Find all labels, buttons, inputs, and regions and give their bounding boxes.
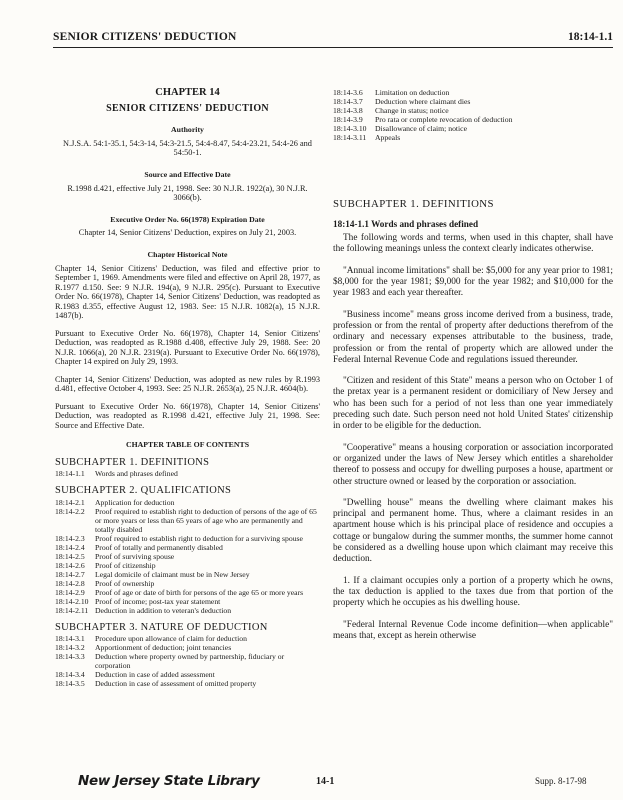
toc-item-number: 18:14-2.4	[55, 542, 85, 552]
toc-item-title: Deduction where claimant dies	[375, 97, 471, 106]
toc-item-title: Disallowance of claim; notice	[375, 124, 468, 133]
supplement-date: Supp. 8-17-98	[535, 776, 587, 786]
toc-item[interactable]	[55, 543, 320, 552]
toc-item[interactable]	[55, 469, 320, 478]
toc-item-title: Proof required to establish right to deduction of persons of the age of 65 or more years or less than 65 years of age who are permanently and totally disabled	[95, 506, 317, 534]
toc-item-number: 18:14-3.11	[333, 133, 367, 142]
authority-text: N.J.S.A. 54:1-35.1, 54:3-14, 54:3-21.5, 54:4-8.47, 54:4-23.21, 54:4-26 and 54:50-1.	[63, 138, 312, 158]
chapter-number: CHAPTER 14	[155, 87, 220, 98]
toc-item[interactable]	[55, 561, 320, 570]
toc-item-title: Proof of ownership	[95, 578, 155, 588]
right-column	[333, 88, 613, 652]
toc-item-title: Legal domicile of claimant must be in New Jersey	[95, 569, 250, 579]
toc-item[interactable]	[55, 606, 320, 615]
historical-note-para: Chapter 14, Senior Citizens' Deduction, was adopted as new rules by R.1993 d.481, effective October 4, 1993. See: 25 N.J.R. 2653(a), 25 N.J.R. 4604(b).	[55, 374, 320, 394]
historical-note-para: Pursuant to Executive Order No. 66(1978), Chapter 14, Senior Citizens' Deduction, was readopted as R.1988 d.408, effective July 29, 1988. See: 20 N.J.R. 1066(a), 20 N.J.R. 2319(a). Pursuant to Executive Order No. 66(1978), Chapter 14 expired on July 29, 1993.	[55, 328, 320, 367]
library-stamp: New Jersey State Library	[78, 773, 260, 789]
toc-item-title: Deduction in case of added assessment	[95, 670, 215, 680]
toc-item-title: Deduction in case of assessment of omitted property	[95, 679, 257, 689]
toc-item-number: 18:14-2.1	[55, 497, 85, 507]
toc-item-number: 18:14-3.9	[333, 115, 363, 124]
toc-item-title: Deduction where property owned by partnership, fiduciary or corporation	[95, 652, 285, 671]
toc-item-title: Change in status; notice	[375, 106, 449, 115]
toc-item-title: Appeals	[375, 133, 401, 142]
toc-item-number: 18:14-3.7	[333, 97, 363, 106]
toc-item-number: 18:14-3.6	[333, 88, 363, 97]
body-paragraph: "Annual income limitations" shall be: $5,000 for any year prior to 1981; $8,000 for the year 1981; $9,000 for the year 1982; and $10,000 for the year 1983 and each year thereafter.	[333, 265, 613, 299]
toc-subchapter-heading: SUBCHAPTER 3. NATURE OF DEDUCTION	[55, 621, 268, 633]
toc-item[interactable]	[55, 597, 320, 606]
toc-item-number: 18:14-1.1	[55, 469, 85, 479]
historical-note-para: Chapter 14, Senior Citizens' Deduction, was filed and effective prior to September 1, 1969. Amendments were filed and effective on April 28, 1977, as R.1977 d.150. See: 9 N.J.R. 194(a), 9 N.J.R. 295(c). Pursuant to Executive Order No. 66(1978), Chapter 14, Senior Citizens' Deduction, was readopted as R.1983 d.355, effective August 12, 1983. See: 15 N.J.R. 1082(a), 15 N.J.R. 1487(b).	[55, 263, 320, 321]
toc-item-title: Words and phrases defined	[95, 469, 178, 479]
page-number: 14-1	[316, 776, 335, 787]
toc-item[interactable]	[333, 115, 613, 124]
toc-item-number: 18:14-3.2	[55, 643, 85, 653]
header-title: SENIOR CITIZENS' DEDUCTION	[53, 31, 237, 43]
toc-item-number: 18:14-2.6	[55, 560, 85, 570]
toc-item[interactable]	[333, 97, 613, 106]
toc-item-title: Procedure upon allowance of claim for deduction	[95, 634, 247, 644]
toc-item[interactable]	[55, 507, 320, 534]
toc-item[interactable]	[333, 88, 613, 97]
toc-item-number: 18:14-3.1	[55, 634, 85, 644]
toc-item-number: 18:14-2.8	[55, 578, 85, 588]
running-header	[53, 31, 613, 48]
toc-item-number: 18:14-2.2	[55, 506, 85, 516]
header-section-number: 18:14-1.1	[567, 31, 613, 43]
exec-order-text: Chapter 14, Senior Citizens' Deduction, expires on July 21, 2003.	[78, 228, 297, 238]
toc-item-title: Limitation on deduction	[375, 88, 450, 97]
source-text: R.1998 d.421, effective July 21, 1998. See: 30 N.J.R. 1922(a), 30 N.J.R. 3066(b).	[67, 183, 308, 203]
toc-item-number: 18:14-2.7	[55, 569, 85, 579]
toc-item-number: 18:14-2.10	[55, 596, 89, 606]
toc-item[interactable]	[55, 579, 320, 588]
source-label: Source and Effective Date	[144, 169, 231, 179]
toc-item[interactable]	[55, 498, 320, 507]
toc-item[interactable]	[333, 106, 613, 115]
toc-item-title: Application for deduction	[95, 497, 175, 507]
toc-item[interactable]	[55, 634, 320, 643]
toc-item-number: 18:14-2.9	[55, 587, 85, 597]
toc-item-title: Proof of totally and permanently disabled	[95, 542, 223, 552]
toc-item-number: 18:14-3.5	[55, 679, 85, 689]
toc-item[interactable]	[333, 133, 613, 142]
subchapter-heading: SUBCHAPTER 1. DEFINITIONS	[333, 198, 494, 210]
toc-item-title: Proof of citizenship	[95, 560, 156, 570]
body-paragraph: "Cooperative" means a housing corporation or association incorporated or organized under the laws of New Jersey which entitles a shareholder thereof to possess and occupy for dwelling purposes a house, apartment or other structure owned or leased by the corporation or association.	[333, 442, 613, 487]
body-paragraph: 1. If a claimant occupies only a portion of a property which he owns, the tax deduction is applied to the taxes due from that portion of the property which he occupies as his dwelling house.	[333, 575, 613, 609]
toc-item-title: Pro rata or complete revocation of deduction	[375, 115, 513, 124]
toc-item-title: Proof of income; post-tax year statement	[95, 596, 221, 606]
toc-item[interactable]	[55, 652, 320, 670]
historical-note-para: Pursuant to Executive Order No. 66(1978), Chapter 14, Senior Citizens' Deduction, was readopted as R.1998 d.421, effective July 21, 1998. See: Source and Effective Date.	[55, 401, 320, 430]
toc-item[interactable]	[333, 124, 613, 133]
left-column	[55, 88, 320, 688]
toc-item-title: Deduction in addition to veteran's deduction	[95, 605, 232, 615]
toc-item-title: Proof of age or date of birth for persons of the age 65 or more years	[95, 587, 304, 597]
toc-subchapter-heading: SUBCHAPTER 1. DEFINITIONS	[55, 456, 210, 468]
toc-item-number: 18:14-3.10	[333, 124, 367, 133]
toc-item-number: 18:14-3.8	[333, 106, 363, 115]
toc-item-number: 18:14-3.4	[55, 670, 85, 680]
toc-item[interactable]	[55, 534, 320, 543]
toc-item-number: 18:14-2.5	[55, 551, 85, 561]
toc-subchapter-heading: SUBCHAPTER 2. QUALIFICATIONS	[55, 485, 232, 497]
toc-item[interactable]	[55, 588, 320, 597]
toc-item-title: Proof of surviving spouse	[95, 551, 175, 561]
toc-item[interactable]	[55, 570, 320, 579]
authority-label: Authority	[171, 125, 204, 135]
toc-item-number: 18:14-2.11	[55, 605, 89, 615]
toc-item[interactable]	[55, 552, 320, 561]
toc-item[interactable]	[55, 643, 320, 652]
chapter-title: SENIOR CITIZENS' DEDUCTION	[106, 102, 269, 114]
toc-item[interactable]	[55, 679, 320, 688]
toc-item-number: 18:14-2.3	[55, 533, 85, 543]
body-paragraph: "Citizen and resident of this State" means a person who on October 1 of the pretax year is a permanent resident or domiciliary of New Jersey and who has been such for a period of not less than one year immediately preceding such date. Such person need not hold United States' citizenship in order to be eligible for the deduction.	[333, 376, 613, 432]
body-paragraph: The following words and terms, when used in this chapter, shall have the following meanings unless the context clearly indicates otherwise.	[333, 233, 613, 255]
body-paragraph: "Dwelling house" means the dwelling where claimant makes his principal and permanent home. Thus, where a claimant resides in an apartment house which is his principal place of residence and occupies a cottage or bungalow during the summer months, the summer home cannot be considered as a dwelling house upon which claimant may receive this deduction.	[333, 497, 613, 565]
historical-note-label: Chapter Historical Note	[147, 249, 228, 259]
toc-item-number: 18:14-3.3	[55, 652, 85, 662]
section-title: 18:14-1.1 Words and phrases defined	[333, 218, 479, 229]
body-paragraph: "Business income" means gross income derived from a business, trade, profession or from the rental of property after deductions therefrom of the ordinary and necessary expenses attributable to the business, trade, profession or from the rental of property which are allowed under the Federal Internal Revenue Code and regulations issued thereunder.	[333, 309, 613, 365]
toc-item-title: Proof required to establish right to deduction for a surviving spouse	[95, 533, 303, 543]
toc-item[interactable]	[55, 670, 320, 679]
toc-label: CHAPTER TABLE OF CONTENTS	[125, 440, 250, 450]
body-paragraph: "Federal Internal Revenue Code income definition—when applicable" means that, except as herein otherwise	[333, 619, 613, 641]
exec-order-label: Executive Order No. 66(1978) Expiration Date	[110, 214, 265, 224]
toc-item-title: Apportionment of deduction; joint tenancies	[95, 643, 232, 653]
